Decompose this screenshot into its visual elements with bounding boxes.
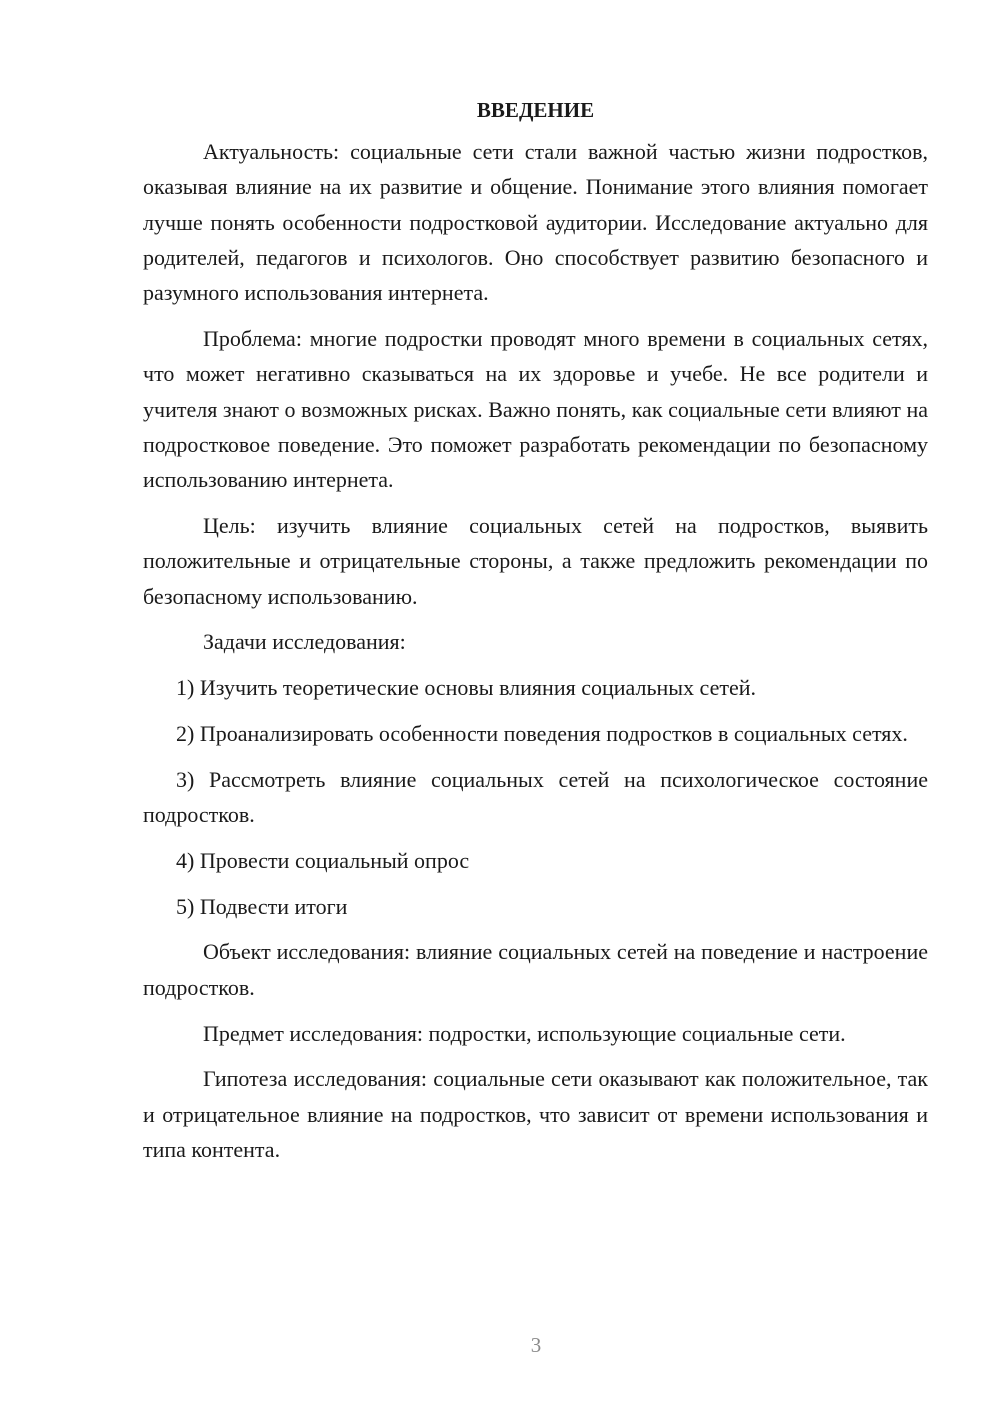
page-title: ВВЕДЕНИЕ <box>476 98 595 122</box>
goal-paragraph: Цель: изучить влияние социальных сетей на подростков, выявить положительные и отрицательные стороны, а также предложить рекомендации по безопасному использованию. <box>143 512 928 609</box>
object-paragraph: Объект исследования: влияние социальных сетей на поведение и настроение подростков. <box>143 939 928 1000</box>
subject-paragraph: Предмет исследования: подростки, использующие социальные сети. <box>203 1020 846 1046</box>
task-item-1: 1) Изучить теоретические основы влияния социальных сетей. <box>176 675 757 701</box>
hypothesis-paragraph: Гипотеза исследования: социальные сети оказывают как положительное, так и отрицательное влияние на подростков, что зависит от времени использования и типа контента. <box>143 1066 928 1162</box>
task-item-2: 2) Проанализировать особенности поведения подростков в социальных сетях. <box>176 720 908 746</box>
problem-paragraph: Проблема: многие подростки проводят много времени в социальных сетях, что может негативно сказываться на их здоровье и учебе. Не все родители и учителя знают о возможных рисках. Важно понять, как социальные сети влияют на подростковое поведение. Это поможет разработать рекомендации по безопасному использованию интернета. <box>143 325 928 493</box>
tasks-heading: Задачи исследования: <box>203 629 406 655</box>
document-body <box>143 93 928 1167</box>
task-item-4: 4) Провести социальный опрос <box>176 847 470 873</box>
relevance-paragraph: Актуальность: социальные сети стали важной частью жизни подростков, оказывая влияние на их развитие и общение. Понимание этого влияния помогает лучше понять особенности подростковой аудитории. Исследование актуально для родителей, педагогов и психологов. Оно способствует развитию безопасного и разумного использования интернета. <box>143 139 928 306</box>
task-item-3: 3) Рассмотреть влияние социальных сетей на психологическое состояние подростков. <box>143 766 928 828</box>
task-item-5: 5) Подвести итоги <box>176 893 348 919</box>
page-number: 3 <box>530 1333 542 1357</box>
